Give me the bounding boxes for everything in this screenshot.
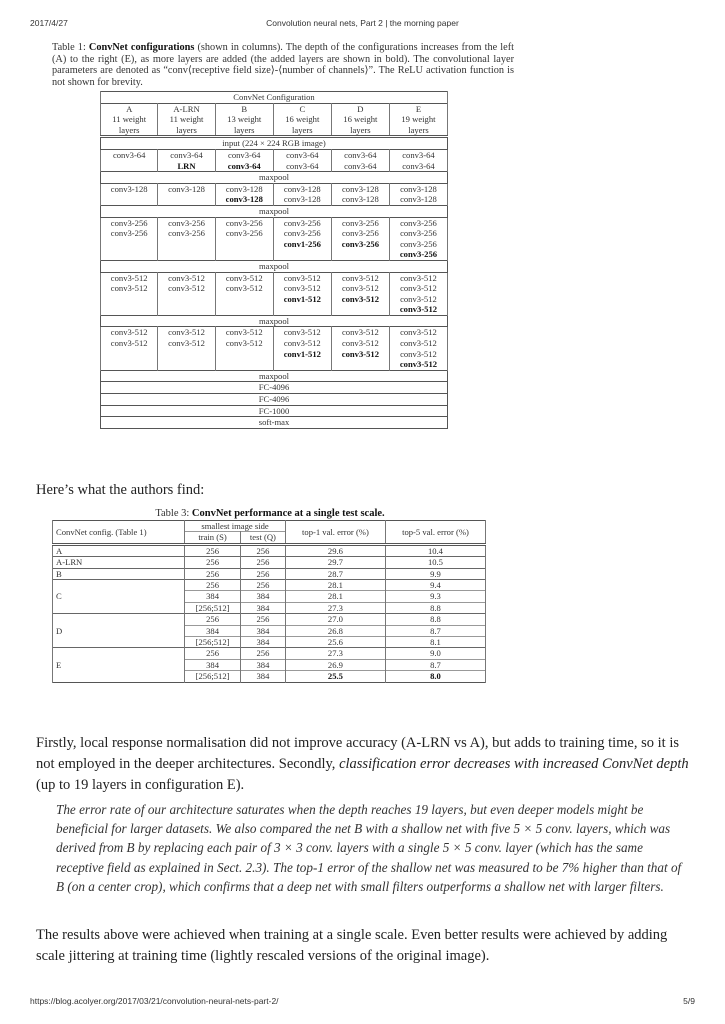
perf-row	[53, 544, 486, 556]
table1-figure	[52, 42, 514, 429]
config-depth-b: 13 weight layers	[215, 114, 273, 137]
perf-train-scale: 256	[185, 580, 241, 591]
config-col-a-lrn: A-LRN	[158, 103, 215, 114]
conv-block-5	[101, 327, 448, 370]
perf-header-top5: top-5 val. error (%)	[385, 521, 485, 545]
config-body	[101, 137, 448, 428]
perf-top5-error: 9.0	[385, 648, 485, 659]
perf-header-test: test (Q)	[240, 532, 285, 544]
perf-train-scale: 256	[185, 648, 241, 659]
conv-block-1-col-c: conv3-64 conv3-64	[273, 149, 331, 171]
conv-block-2-col-a-lrn: conv3-128	[158, 183, 215, 205]
perf-top1-error: 28.7	[285, 568, 385, 579]
perf-top5-error: 9.3	[385, 591, 485, 602]
conv-block-3-col-e: conv3-256 conv3-256 conv3-256 conv3-256	[389, 217, 447, 260]
conv-block-3-col-c: conv3-256 conv3-256 conv1-256	[273, 217, 331, 260]
maxpool-3-row	[101, 260, 448, 272]
perf-row	[53, 557, 486, 568]
perf-test-scale: 256	[240, 614, 285, 625]
config-depth-a-lrn: 11 weight layers	[158, 114, 215, 137]
perf-top1-error: 25.5	[285, 671, 385, 682]
perf-config-name: B	[53, 568, 185, 579]
perf-top1-error: 29.7	[285, 557, 385, 568]
tail-layer-1-row	[101, 370, 448, 382]
perf-train-scale: [256;512]	[185, 637, 241, 648]
perf-train-scale: [256;512]	[185, 602, 241, 613]
conv-block-1-col-b: conv3-64 conv3-64	[215, 149, 273, 171]
config-depth-e: 19 weight layers	[389, 114, 447, 137]
conv-block-1-col-d: conv3-64 conv3-64	[331, 149, 389, 171]
paragraph-findings-text: Firstly, local response normalisation did not improve accuracy (A-LRN vs A), but adds to training time, so it is not employed in the deeper architectures. Secondly,	[36, 735, 679, 772]
conv-block-1-col-a-lrn: conv3-64 LRN	[158, 149, 215, 171]
perf-train-scale: [256;512]	[185, 671, 241, 682]
conv-block-4-col-a-lrn: conv3-512 conv3-512	[158, 272, 215, 315]
config-col-d: D	[331, 103, 389, 114]
tail-layer-2-row	[101, 382, 448, 394]
conv-block-5-col-a: conv3-512 conv3-512	[101, 327, 158, 370]
conv-block-3-col-b: conv3-256 conv3-256	[215, 217, 273, 260]
conv-block-1	[101, 149, 448, 171]
findings-intro: Here’s what the authors find:	[36, 482, 205, 498]
conv-block-2-col-b: conv3-128 conv3-128	[215, 183, 273, 205]
maxpool-2-row	[101, 205, 448, 217]
perf-body	[53, 544, 486, 682]
conv-block-2-col-a: conv3-128	[101, 183, 158, 205]
conv-block-4-col-d: conv3-512 conv3-512 conv3-512	[331, 272, 389, 315]
perf-train-scale: 256	[185, 544, 241, 556]
perf-test-scale: 384	[240, 659, 285, 670]
tail-layer-5-row	[101, 417, 448, 429]
print-page-title: Convolution neural nets, Part 2 | the morning paper	[266, 18, 459, 28]
perf-config-name: A	[53, 544, 185, 556]
perf-test-scale: 256	[240, 580, 285, 591]
perf-config-name: A-LRN	[53, 557, 185, 568]
config-column-row	[101, 103, 448, 114]
config-col-c: C	[273, 103, 331, 114]
tail-layer-5: soft-max	[101, 417, 448, 429]
config-depth-c: 16 weight layers	[273, 114, 331, 137]
paragraph-findings-end: (up to 19 layers in configuration E).	[36, 777, 245, 793]
tail-layer-4: FC-1000	[101, 405, 448, 417]
perf-train-scale: 384	[185, 591, 241, 602]
perf-train-scale: 384	[185, 625, 241, 636]
perf-top1-error: 27.3	[285, 648, 385, 659]
maxpool-4: maxpool	[101, 315, 448, 327]
perf-test-scale: 384	[240, 671, 285, 682]
conv-block-5-col-a-lrn: conv3-512 conv3-512	[158, 327, 215, 370]
perf-top5-error: 8.1	[385, 637, 485, 648]
conv-block-5-col-d: conv3-512 conv3-512 conv3-512	[331, 327, 389, 370]
perf-top1-error: 26.8	[285, 625, 385, 636]
perf-train-scale: 256	[185, 614, 241, 625]
conv-block-5-col-e: conv3-512 conv3-512 conv3-512 conv3-512	[389, 327, 447, 370]
perf-top1-error: 28.1	[285, 591, 385, 602]
conv-block-4-col-a: conv3-512 conv3-512	[101, 272, 158, 315]
conv-block-2	[101, 183, 448, 205]
perf-row	[53, 648, 486, 659]
perf-train-scale: 384	[185, 659, 241, 670]
tail-layer-4-row	[101, 405, 448, 417]
table3-caption-label: Table 3:	[155, 508, 192, 519]
perf-top1-error: 27.3	[285, 602, 385, 613]
perf-top1-error: 28.1	[285, 580, 385, 591]
perf-row	[53, 580, 486, 591]
paragraph-findings	[36, 733, 696, 796]
perf-config-name: C	[53, 580, 185, 614]
config-depth-row	[101, 114, 448, 137]
perf-top5-error: 8.8	[385, 614, 485, 625]
config-col-b: B	[215, 103, 273, 114]
perf-config-name: E	[53, 648, 185, 682]
perf-top5-error: 8.7	[385, 625, 485, 636]
perf-test-scale: 384	[240, 637, 285, 648]
paragraph-scale-jitter: The results above were achieved when training at a single scale. Even better results were achieved by adding scale jittering at training time (lightly rescaled versions of the original image).	[36, 927, 668, 964]
print-date: 2017/4/27	[30, 18, 68, 28]
performance-table	[52, 520, 486, 683]
conv-block-4	[101, 272, 448, 315]
perf-header-config: ConvNet config. (Table 1)	[53, 521, 185, 545]
perf-top1-error: 25.6	[285, 637, 385, 648]
perf-top5-error: 9.4	[385, 580, 485, 591]
perf-top1-error: 26.9	[285, 659, 385, 670]
perf-test-scale: 384	[240, 625, 285, 636]
conv-block-2-col-c: conv3-128 conv3-128	[273, 183, 331, 205]
perf-header-train: train (S)	[185, 532, 241, 544]
print-page-number: 5/9	[683, 996, 695, 1006]
conv-block-2-col-e: conv3-128 conv3-128	[389, 183, 447, 205]
maxpool-2: maxpool	[101, 205, 448, 217]
conv-block-3-col-a-lrn: conv3-256 conv3-256	[158, 217, 215, 260]
perf-test-scale: 384	[240, 602, 285, 613]
conv-block-3	[101, 217, 448, 260]
perf-top5-error: 10.4	[385, 544, 485, 556]
input-layer: input (224 × 224 RGB image)	[101, 137, 448, 150]
config-depth-a: 11 weight layers	[101, 114, 158, 137]
tail-layer-2: FC-4096	[101, 382, 448, 394]
perf-top5-error: 8.7	[385, 659, 485, 670]
perf-row	[53, 568, 486, 579]
config-col-e: E	[389, 103, 447, 114]
conv-block-4-col-e: conv3-512 conv3-512 conv3-512 conv3-512	[389, 272, 447, 315]
conv-block-4-col-b: conv3-512 conv3-512	[215, 272, 273, 315]
tail-layer-3: FC-4096	[101, 394, 448, 406]
table1-caption-text: (shown in columns). The depth of the configurations increases from the left (A) to the right (E), as more layers are added (the added layers are shown in bold). The convolutional layer parameters are denoted as “conv⟨receptive field size⟩-⟨number of channels⟩”. The ReLU activation function is not shown for brevity.	[52, 42, 514, 88]
conv-block-2-col-d: conv3-128 conv3-128	[331, 183, 389, 205]
perf-config-name: D	[53, 614, 185, 648]
tail-layer-3-row	[101, 394, 448, 406]
perf-top1-error: 27.0	[285, 614, 385, 625]
table1-caption	[52, 42, 514, 88]
table3-caption	[52, 508, 488, 519]
perf-train-scale: 256	[185, 557, 241, 568]
perf-top5-error: 9.9	[385, 568, 485, 579]
perf-top1-error: 29.6	[285, 544, 385, 556]
perf-header-image-side: smallest image side	[185, 521, 286, 532]
conv-block-4-col-c: conv3-512 conv3-512 conv1-512	[273, 272, 331, 315]
maxpool-4-row	[101, 315, 448, 327]
maxpool-1-row	[101, 172, 448, 184]
perf-test-scale: 256	[240, 648, 285, 659]
conv-block-5-col-c: conv3-512 conv3-512 conv1-512	[273, 327, 331, 370]
table3-caption-bold: ConvNet performance at a single test scale.	[191, 508, 385, 519]
convnet-config-table	[100, 91, 448, 429]
conv-block-5-col-b: conv3-512 conv3-512	[215, 327, 273, 370]
perf-header-top1: top-1 val. error (%)	[285, 521, 385, 545]
maxpool-1: maxpool	[101, 172, 448, 184]
table1-caption-bold: ConvNet configurations	[88, 42, 195, 53]
conv-block-3-col-a: conv3-256 conv3-256	[101, 217, 158, 260]
maxpool-3: maxpool	[101, 260, 448, 272]
tail-layer-1: maxpool	[101, 370, 448, 382]
conv-block-1-col-e: conv3-64 conv3-64	[389, 149, 447, 171]
print-url: https://blog.acolyer.org/2017/03/21/convolution-neural-nets-part-2/	[30, 996, 279, 1006]
config-depth-d: 16 weight layers	[331, 114, 389, 137]
perf-top5-error: 8.8	[385, 602, 485, 613]
input-layer-row	[101, 137, 448, 150]
config-col-a: A	[101, 103, 158, 114]
conv-block-1-col-a: conv3-64	[101, 149, 158, 171]
paper-quote: The error rate of our architecture saturates when the depth reaches 19 layers, but even deeper models might be beneficial for larger datasets. We also compared the net B with a shallow net with five 5 × 5 conv. layers, which was derived from B by replacing each pair of 3 × 3 conv. layers with a single 5 × 5 conv. layer (which has the same receptive field as explained in Sect. 2.3). The top-1 error of the shallow net was measured to be 7% higher than that of B (on a center crop), which confirms that a deep net with small filters outperforms a shallow net with larger filters.	[56, 802, 682, 894]
perf-top5-error: 10.5	[385, 557, 485, 568]
perf-test-scale: 384	[240, 591, 285, 602]
perf-train-scale: 256	[185, 568, 241, 579]
perf-test-scale: 256	[240, 557, 285, 568]
table1-caption-label: Table 1:	[52, 42, 89, 53]
perf-row	[53, 614, 486, 625]
conv-block-3-col-d: conv3-256 conv3-256 conv3-256	[331, 217, 389, 260]
perf-test-scale: 256	[240, 568, 285, 579]
config-header: ConvNet Configuration	[101, 92, 448, 104]
paragraph-findings-emphasis: classification error decreases with increased ConvNet depth	[339, 756, 689, 772]
perf-test-scale: 256	[240, 544, 285, 556]
perf-top5-error: 8.0	[385, 671, 485, 682]
table3-figure	[52, 508, 488, 683]
